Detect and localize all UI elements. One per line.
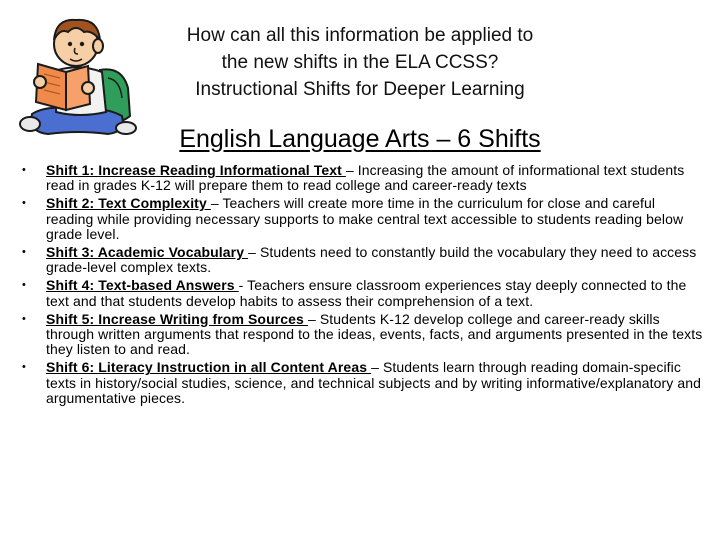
shift-description: – Increasing the amount of informational text students read in grades K-12 will prepare them to read college and career-ready texts <box>46 162 685 194</box>
shift-name: Shift 5: Increase Writing from Sources <box>46 310 308 327</box>
shift-name: Shift 6: Literacy Instruction in all Content Areas <box>46 359 372 376</box>
shift-description: - Teachers ensure classroom experiences stay deeply connected to the text and that students develop habits to assess their comprehension of a text. <box>46 277 687 309</box>
shift-item <box>20 312 704 358</box>
shift-item <box>20 360 704 406</box>
shift-item <box>20 196 704 242</box>
title-line: How can all this information be applied to <box>186 25 534 46</box>
shift-description: – Students learn through reading domain-specific texts in history/social studies, science, and technical subjects and by writing informative/explanatory and argumentative pieces. <box>46 359 702 406</box>
shift-item <box>20 245 704 275</box>
slide-subtitle <box>140 122 580 156</box>
title-line: the new shifts in the ELA CCSS? <box>221 52 499 73</box>
bullet: • <box>22 164 26 176</box>
shift-name: Shift 1: Increase Reading Informational Text <box>46 162 346 178</box>
shift-name: Shift 4: Text-based Answers <box>46 277 239 294</box>
slide-title <box>140 22 580 103</box>
shift-item <box>20 278 704 308</box>
shift-list <box>20 163 704 409</box>
title-line: Instructional Shifts for Deeper Learning <box>195 79 525 100</box>
shift-item <box>20 163 704 193</box>
shift-name: Shift 3: Academic Vocabulary <box>46 244 249 261</box>
subtitle-text: English Language Arts – 6 Shifts <box>179 125 541 153</box>
boy-reading-book-icon <box>18 8 140 138</box>
shift-description: – Teachers will create more time in the curriculum for close and careful reading while providing necessary supports to make central text accessible to students reading below grade level. <box>46 195 684 242</box>
shift-description: – Students need to constantly build the vocabulary they need to access grade-level complex texts. <box>46 244 697 276</box>
bullet: • <box>22 361 26 374</box>
bullet: • <box>22 197 26 210</box>
bullet: • <box>22 246 26 259</box>
shift-name: Shift 2: Text Complexity <box>46 195 211 212</box>
bullet: • <box>22 279 26 292</box>
shift-description: – Students K-12 develop college and career-ready skills through written arguments that respond to the ideas, events, facts, and arguments presented in the texts they listen to and read. <box>46 310 703 358</box>
bullet: • <box>22 312 26 325</box>
